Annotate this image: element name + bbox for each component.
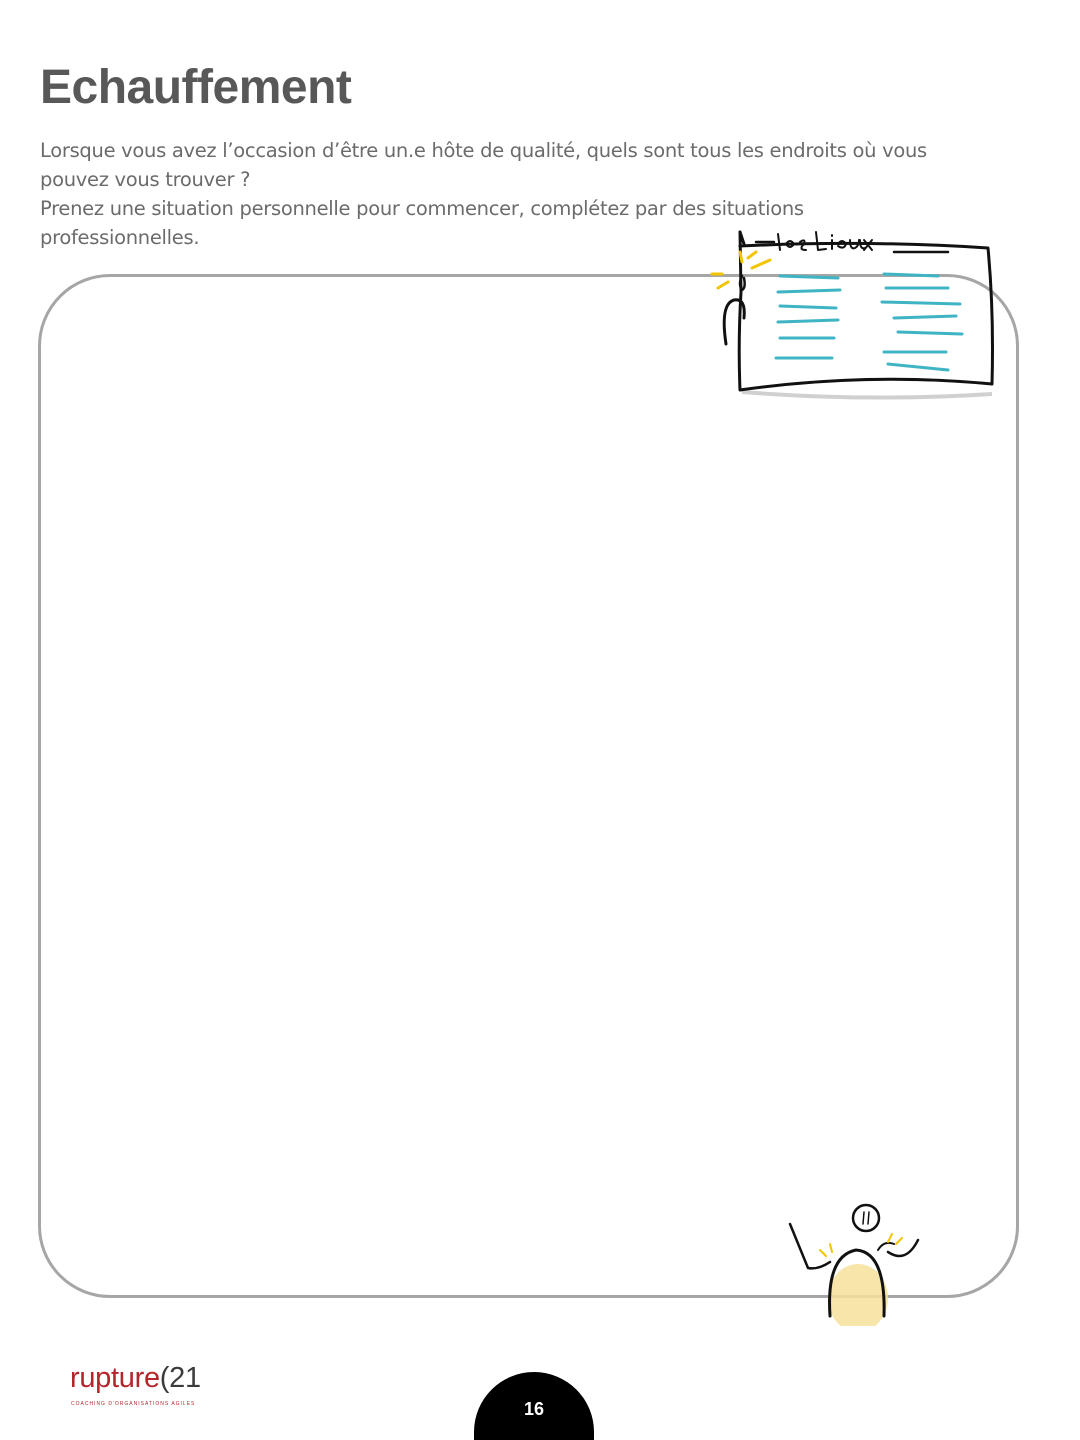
answer-area[interactable]	[38, 274, 1019, 1298]
welcoming-person-icon	[780, 1194, 926, 1326]
logo-word: rupture	[70, 1362, 160, 1394]
page-number-tab	[474, 1372, 594, 1440]
intro-question: Lorsque vous avez l’occasion d’être un.e hôte de qualité, quels sont tous les endroits où vous pouvez vous trouver ?	[40, 139, 927, 191]
logo-tagline: COACHING D'ORGANISATIONS AGILES	[71, 1401, 196, 1407]
logo-number: (21	[159, 1362, 201, 1394]
rupture21-logo	[70, 1362, 230, 1414]
page-number: 16	[523, 1399, 545, 1419]
page-title: Echauffement	[40, 61, 352, 114]
intro-instruction: Prenez une situation personnelle pour commencer, complétez par des situations professionnelles.	[40, 197, 804, 249]
logo-wordmark	[70, 1362, 201, 1395]
flipchart-icon	[708, 222, 1004, 408]
